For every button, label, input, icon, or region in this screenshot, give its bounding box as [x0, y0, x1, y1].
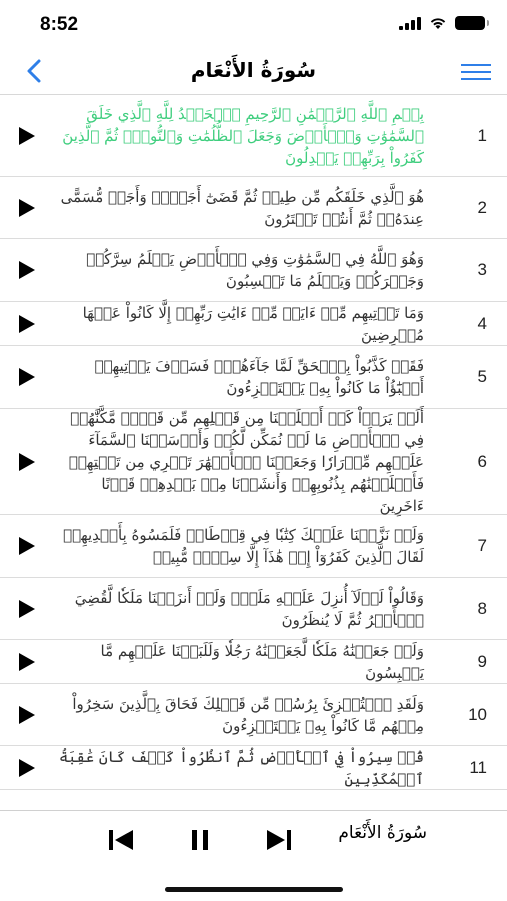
play-icon[interactable] — [18, 198, 36, 218]
play-icon[interactable] — [18, 599, 36, 619]
skip-next-icon[interactable] — [266, 829, 292, 851]
audio-player — [0, 810, 507, 901]
play-icon[interactable] — [18, 314, 36, 334]
verse-text: وَهُوَ ٱللَّهُ فِي ٱلسَّمَٰوَٰتِ وَفِي ٱلۡأَرۡضِ يَعۡلَمُ سِرَّكُمۡ وَجَهۡرَكُمۡ وَيَعۡلَمُ مَا تَكۡسِبُونَ — [86, 250, 424, 290]
verse-number: 1 — [477, 125, 487, 145]
verse-number: 11 — [469, 757, 487, 777]
battery-icon — [455, 16, 485, 30]
verse-text: أَلَمۡ يَرَوۡاْ كَمۡ أَهۡلَكۡنَا مِن قَبۡلِهِم مِّن قَرۡنٖ مَّكَّنَّٰهُمۡ فِي ٱلۡأَرۡضِ مَا لَمۡ نُمَكِّن لَّكُمۡ وَأَرۡسَلۡنَا ٱلسَّمَآءَ عَلَيۡهِم مِّدۡرَارٗا وَجَعَلۡنَا ٱلۡأَنۡهَٰرَ تَجۡرِي مِن تَحۡتِهِمۡ فَأَهۡلَكۡنَٰهُم بِذُنُوبِهِمۡ وَأَنشَأۡنَا مِنۢ بَعۡدِهِمۡ قَرۡنًا ءَاخَرِينَ — [68, 408, 424, 515]
navigation-bar — [0, 50, 507, 95]
wifi-icon — [429, 16, 447, 30]
play-icon[interactable] — [18, 126, 36, 146]
cellular-signal-icon — [399, 16, 421, 30]
verse-row[interactable] — [0, 640, 507, 684]
verse-list[interactable] — [0, 95, 507, 810]
play-icon[interactable] — [18, 652, 36, 672]
pause-icon[interactable] — [187, 829, 213, 851]
verse-row[interactable] — [0, 515, 507, 578]
hamburger-menu-icon[interactable] — [461, 62, 491, 82]
status-icons — [399, 16, 485, 30]
verse-number: 9 — [477, 651, 487, 671]
verse-row[interactable] — [0, 346, 507, 409]
verse-text: وَلَوۡ جَعَلۡنَٰهُ مَلَكٗا لَّجَعَلۡنَٰهُ رَجُلٗا وَلَلَبَسۡنَا عَلَيۡهِم مَّا يَلۡبِسُونَ — [100, 641, 424, 682]
verse-row[interactable] — [0, 95, 507, 177]
verse-number: 2 — [477, 197, 487, 217]
status-bar — [0, 0, 507, 50]
play-icon[interactable] — [18, 705, 36, 725]
play-icon[interactable] — [18, 367, 36, 387]
status-time: 8:52 — [40, 14, 79, 35]
play-icon[interactable] — [18, 260, 36, 280]
play-icon[interactable] — [18, 536, 36, 556]
verse-row[interactable] — [0, 746, 507, 790]
verse-row[interactable] — [0, 578, 507, 640]
verse-number: 8 — [477, 598, 487, 618]
verse-text: فَقَدۡ كَذَّبُواْ بِٱلۡحَقِّ لَمَّا جَآءَهُمۡۖ فَسَوۡفَ يَأۡتِيهِمۡ أَنۢبَٰٓؤُاْ مَا كَانُواْ بِهِۦ يَسۡتَهۡزِءُونَ — [94, 357, 424, 397]
verse-text: وَلَوۡ نَزَّلۡنَا عَلَيۡكَ كِتَٰبٗا فِي قِرۡطَاسٖ فَلَمَسُوهُ بِأَيۡدِيهِمۡ لَقَالَ ٱلَّذِينَ كَفَرُوٓاْ إِنۡ هَٰذَآ إِلَّا سِحۡرٞ مُّبِينٞ — [63, 526, 424, 566]
verse-text: وَمَا تَأۡتِيهِم مِّنۡ ءَايَةٖ مِّنۡ ءَايَٰتِ رَبِّهِمۡ إِلَّا كَانُواْ عَنۡهَا مُعۡرِضِينَ — [82, 303, 424, 344]
verse-number: 6 — [477, 451, 487, 471]
verse-text: بِسۡمِ ٱللَّهِ ٱلرَّحۡمَٰنِ ٱلرَّحِيمِ ٱلۡحَمۡدُ لِلَّهِ ٱلَّذِي خَلَقَ ٱلسَّمَٰوَٰتِ وَٱلۡأَرۡضَ وَجَعَلَ ٱلظُّلُمَٰتِ وَٱلنُّورَۖ ثُمَّ ٱلَّذِينَ كَفَرُواْ بِرَبِّهِمۡ يَعۡدِلُونَ — [62, 104, 424, 167]
skip-previous-icon[interactable] — [108, 829, 134, 851]
verse-row[interactable] — [0, 302, 507, 346]
verse-number: 3 — [477, 260, 487, 279]
play-icon[interactable] — [18, 758, 36, 778]
verse-row[interactable] — [0, 239, 507, 302]
play-icon[interactable] — [18, 452, 36, 472]
verse-row[interactable] — [0, 409, 507, 515]
verse-number: 5 — [477, 367, 487, 386]
verse-text: وَلَقَدِ ٱسۡتُهۡزِئَ بِرُسُلٖ مِّن قَبۡلِكَ فَحَاقَ بِٱلَّذِينَ سَخِرُواْ مِنۡهُم مَّا كَانُواْ بِهِۦ يَسۡتَهۡزِءُونَ — [72, 694, 424, 735]
verse-text: هُوَ ٱلَّذِي خَلَقَكُم مِّن طِينٖ ثُمَّ قَضَىٰٓ أَجَلٗاۖ وَأَجَلٞ مُّسَمًّى عِندَهُۥۖ ثُمَّ أَنتُمۡ تَمۡتَرُونَ — [60, 187, 424, 228]
verse-number: 4 — [477, 313, 487, 333]
home-indicator — [165, 887, 343, 892]
verse-number: 10 — [468, 704, 487, 724]
verse-text: وَقَالُواْ لَوۡلَآ أُنزِلَ عَلَيۡهِ مَلَكٞۖ وَلَوۡ أَنزَلۡنَا مَلَكٗا لَّقُضِيَ ٱلۡأَمۡرُ ثُمَّ لَا يُنظَرُونَ — [74, 588, 424, 629]
verse-text: قُلۡ سِيرُواْ فِي ٱلۡأَرۡضِ ثُمَّ ٱنظُرُواْ كَيۡفَ كَانَ عَٰقِبَةُ ٱلۡمُكَذِّبِينَ — [58, 747, 424, 788]
verse-number: 7 — [477, 536, 487, 555]
page-title: سُورَةُ الأَنْعَام — [190, 58, 317, 82]
verse-row[interactable] — [0, 684, 507, 746]
player-title: سُورَةُ الأَنْعَام — [338, 823, 427, 843]
verse-row[interactable] — [0, 177, 507, 239]
